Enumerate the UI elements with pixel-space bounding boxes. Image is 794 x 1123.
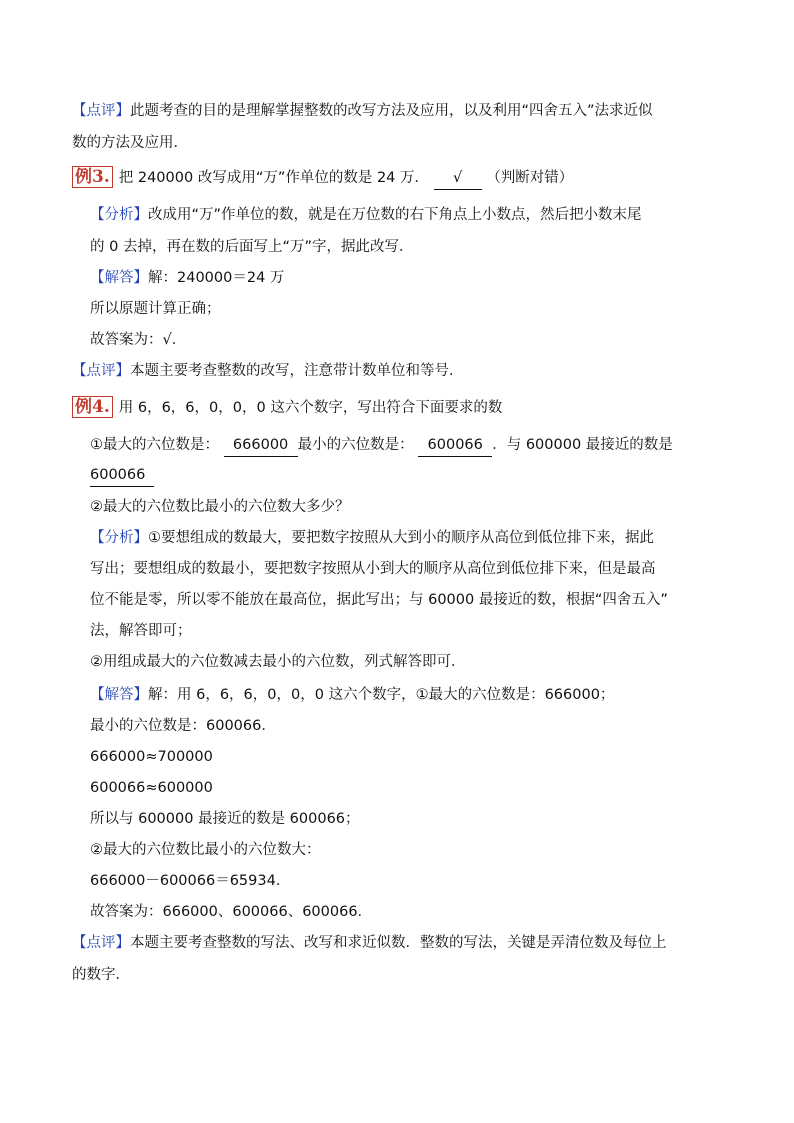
analysis-tag: 【分析】	[90, 207, 148, 223]
answer-line: 故答案为：√．	[90, 332, 187, 348]
analysis-line-2: 写出；要想组成的数最小，要把数字按照从小到大的顺序从高位到低位排下来，但是最高	[90, 561, 656, 577]
analysis-text: ①要想组成的数最大，要把数字按照从大到小的顺序从高位到低位排下来，据此	[148, 530, 654, 546]
example-3-label: 例3.	[72, 166, 113, 188]
solution-paragraph	[90, 267, 284, 289]
solution-tag: 【解答】	[90, 687, 148, 703]
max-number-blank	[224, 434, 298, 457]
min-number-answer: 600066	[427, 437, 483, 453]
review-text: 本题主要考查整数的改写，注意带计数单位和等号．	[130, 363, 464, 379]
solution-text: 解：240000＝24 万	[148, 270, 285, 286]
solution-step-4: 所以与 600000 最接近的数是 600066；	[90, 811, 360, 827]
example-4-question	[72, 396, 502, 419]
review-paragraph-2	[72, 360, 464, 382]
example-3-answer-blank	[434, 167, 482, 190]
review-text-line2: 的数字．	[72, 967, 130, 983]
example-3-question-suffix: （判断对错）	[486, 170, 574, 186]
example-3-question	[72, 166, 573, 190]
sub-question-1-text-c: ．与 600000 最接近的数是	[492, 437, 673, 453]
analysis-line-3: 位不能是零，所以零不能放在最高位，据此写出；与 60000 最接近的数，根据“四舍五入”	[90, 592, 668, 608]
example-4-question-text: 用 6，6，6，0，0，0 这六个数字，写出符合下面要求的数	[118, 400, 503, 416]
solution-line: 所以原题计算正确；	[90, 301, 221, 317]
analysis-text: 改成用“万”作单位的数，就是在万位数的右下角点上小数点，然后把小数末尾	[148, 207, 642, 223]
example-3-answer: √	[453, 170, 463, 186]
analysis-text-line2: 的 0 去掉，再在数的后面写上“万”字，据此改写．	[90, 239, 414, 255]
min-number-blank	[418, 434, 492, 457]
solution-step-2: 666000≈700000	[90, 749, 213, 765]
review-paragraph	[72, 100, 653, 122]
solution-paragraph-2	[90, 684, 614, 706]
solution-step-3: 600066≈600000	[90, 780, 213, 796]
solution-text: 解：用 6，6，6，0，0，0 这六个数字，①最大的六位数是：666000；	[148, 687, 615, 703]
review-paragraph-3	[72, 932, 667, 954]
sub-question-1-text-a: ①最大的六位数是：	[90, 437, 219, 453]
sub-question-1-text-b: 最小的六位数是：	[297, 437, 414, 453]
analysis-paragraph-2	[90, 527, 654, 549]
solution-step-1: 最小的六位数是：600066．	[90, 718, 276, 734]
example-3-question-text: 把 240000 改写成用“万”作单位的数是 24 万．	[118, 170, 430, 186]
review-tag: 【点评】	[72, 103, 130, 119]
analysis-line-5: ②用组成最大的六位数减去最小的六位数，列式解答即可．	[90, 654, 466, 670]
sub-question-1	[90, 434, 673, 457]
analysis-paragraph	[90, 204, 642, 226]
review-text-line2: 数的方法及应用．	[72, 135, 188, 151]
review-text: 本题主要考查整数的写法、改写和求近似数．整数的写法，关键是弄清位数及每位上	[130, 935, 667, 951]
analysis-line-4: 法，解答即可；	[90, 623, 192, 639]
analysis-tag: 【分析】	[90, 530, 148, 546]
closest-number-blank	[90, 464, 154, 487]
solution-step-7: 故答案为：666000、600066、600066．	[90, 904, 373, 920]
solution-step-6: 666000－600066＝65934．	[90, 873, 291, 889]
review-tag: 【点评】	[72, 363, 130, 379]
solution-tag: 【解答】	[90, 270, 148, 286]
review-tag: 【点评】	[72, 935, 130, 951]
example-4-label: 例4.	[72, 396, 113, 418]
review-text: 此题考查的目的是理解掌握整数的改写方法及应用，以及利用“四舍五入”法求近似	[130, 103, 653, 119]
closest-number-answer: 600066	[90, 467, 146, 483]
solution-step-5: ②最大的六位数比最小的六位数大：	[90, 842, 321, 858]
max-number-answer: 666000	[232, 437, 289, 453]
sub-question-2: ②最大的六位数比最小的六位数大多少？	[90, 499, 350, 515]
